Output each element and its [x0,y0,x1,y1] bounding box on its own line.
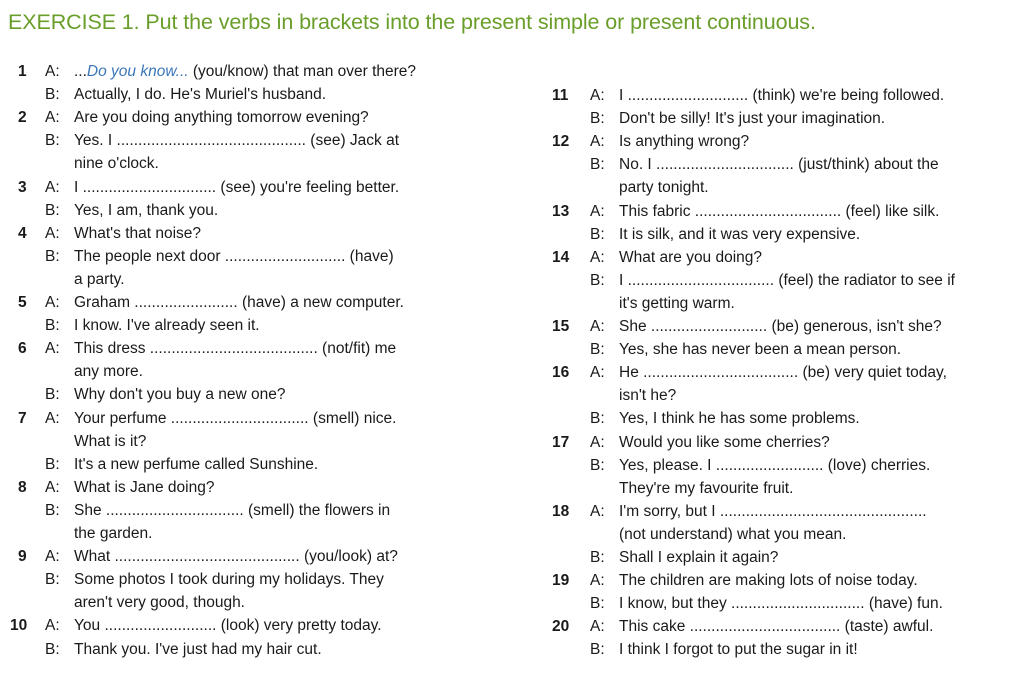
line-text: any more. [74,363,143,381]
item-number: 5 [18,294,27,311]
speaker-label: B: [590,641,605,659]
example-answer: Do you know... [86,63,189,80]
speaker-label: A: [45,617,60,635]
speaker-label: A: [590,248,605,266]
speaker-label: B: [45,132,60,150]
speaker-label: A: [45,409,60,427]
speaker-label: B: [45,201,60,219]
item-number: 14 [552,248,570,266]
item-number: 15 [552,318,570,335]
speaker-label: B: [45,317,60,335]
line-text: This cake ................................... (taste) awful. [619,618,934,636]
speaker-label: A: [590,87,605,104]
line-text: isn't he? [619,387,677,405]
speaker-label: B: [590,456,605,474]
speaker-label: A: [45,340,60,358]
speaker-label: A: [590,502,605,520]
line-text: Are you doing anything tomorrow evening? [74,109,369,127]
speaker-label: B: [590,110,605,128]
speaker-label: A: [45,478,60,496]
line-text: (not understand) what you mean. [619,525,847,543]
speaker-label: B: [590,225,605,243]
line-text: The people next door ............................ (have) [74,247,394,265]
line-text: Yes, please. I ......................... (love) cherries. [619,456,931,474]
item-number: 9 [18,548,27,566]
item-number: 1 [18,63,27,80]
line-text: I .................................. (feel) the radiator to see if [619,271,955,289]
item-number: 17 [552,433,570,451]
line-text: I think I forgot to put the sugar in it! [619,641,858,659]
line-text: I ............................... (see) you're feeling better. [74,178,400,196]
line-text: You .......................... (look) very pretty today. [74,617,382,635]
speaker-label: A: [590,318,605,335]
line-text: It is silk, and it was very expensive. [619,225,861,243]
item-number: 18 [552,502,570,520]
line-text: Yes, she has never been a mean person. [619,341,902,359]
speaker-label: B: [45,86,60,104]
item-number: 13 [552,202,570,220]
line-text: aren't very good, though. [74,594,245,612]
speaker-label: A: [45,294,60,311]
line-text: I'm sorry, but I ................................................ [619,502,927,520]
speaker-label: A: [590,572,605,590]
line-text: nine o'clock. [74,155,159,173]
speaker-label: A: [590,433,605,451]
line-text: This dress ....................................... (not/fit) me [74,340,397,358]
line-text: Actually, I do. He's Muriel's husband. [74,86,327,104]
line-text: She ........................... (be) generous, isn't she? [619,318,942,335]
line-text: What's that noise? [74,224,202,242]
line-text: I know. I've already seen it. [74,317,260,335]
line-text: They're my favourite fruit. [619,479,794,497]
speaker-label: A: [45,224,60,242]
line-text: I ............................ (think) we're being followed. [619,87,945,104]
line-text: Yes, I am, thank you. [74,201,219,219]
speaker-label: B: [45,571,60,589]
speaker-label: B: [45,640,60,658]
speaker-label: A: [590,202,605,220]
item-number: 20 [552,618,570,636]
line-text: It's a new perfume called Sunshine. [74,455,319,473]
line-text: What is Jane doing? [74,478,215,496]
speaker-label: A: [45,109,60,127]
line-text: Is anything wrong? [619,133,750,151]
speaker-label: A: [590,133,605,151]
speaker-label: B: [590,410,605,428]
line-text: Graham ........................ (have) a new computer. [74,294,404,311]
line-text: The children are making lots of noise today. [619,572,918,590]
item-number: 11 [552,87,569,104]
line-text: No. I ................................ (just/think) about the [619,156,939,174]
line-text: She ................................ (smell) the flowers in [74,501,391,519]
speaker-label: A: [590,364,605,382]
speaker-label: B: [590,341,605,359]
line-text: Yes. I ............................................ (see) Jack at [74,132,400,150]
item-number: 6 [18,340,27,358]
item-number: 8 [18,478,27,496]
line-text: a party. [74,270,125,288]
line-text: Don't be silly! It's just your imagination. [619,110,886,128]
item-number: 3 [18,178,27,196]
line-text: the garden. [74,525,153,542]
line-text: What are you doing? [619,248,763,266]
line-text: Why don't you buy a new one? [74,386,286,404]
line-text: Yes, I think he has some problems. [619,410,860,428]
line-text: Would you like some cherries? [619,433,830,451]
speaker-label: B: [590,271,605,289]
item-number: 16 [552,364,570,382]
line-text: Your perfume ................................ (smell) nice. [74,409,397,427]
speaker-label: B: [45,455,60,473]
exercise-title: EXERCISE 1. Put the verbs in brackets into the present simple or present continuous. [8,10,816,34]
speaker-label: B: [590,595,605,613]
item-number: 10 [10,617,28,635]
speaker-label: B: [590,156,605,174]
speaker-label: A: [45,63,60,80]
item-number: 19 [552,572,570,590]
speaker-label: A: [45,548,60,566]
line-text: I know, but they ............................... (have) fun. [619,595,943,613]
speaker-label: B: [590,549,605,566]
speaker-label: B: [45,247,60,265]
item-number: 7 [18,409,27,427]
line-text: What ........................................... (you/look) at? [74,548,398,566]
speaker-label: A: [590,618,605,636]
line-text: This fabric .................................. (feel) like silk. [619,202,940,220]
speaker-label: B: [45,386,60,404]
speaker-label: A: [45,178,60,196]
line-text: Shall I explain it again? [619,549,779,566]
line-text: it's getting warm. [619,294,735,312]
line-text: party tonight. [619,179,709,197]
line-text: He .................................... (be) very quiet today, [619,364,947,382]
line-text: Thank you. I've just had my hair cut. [74,640,322,658]
line-text: Some photos I took during my holidays. They [74,571,384,589]
line-text: ...Do you know... (you/know) that man over there? [74,63,417,80]
line-text: What is it? [74,432,147,450]
item-number: 2 [18,109,27,127]
speaker-label: B: [45,501,60,519]
item-number: 12 [552,133,570,151]
item-number: 4 [18,224,27,242]
